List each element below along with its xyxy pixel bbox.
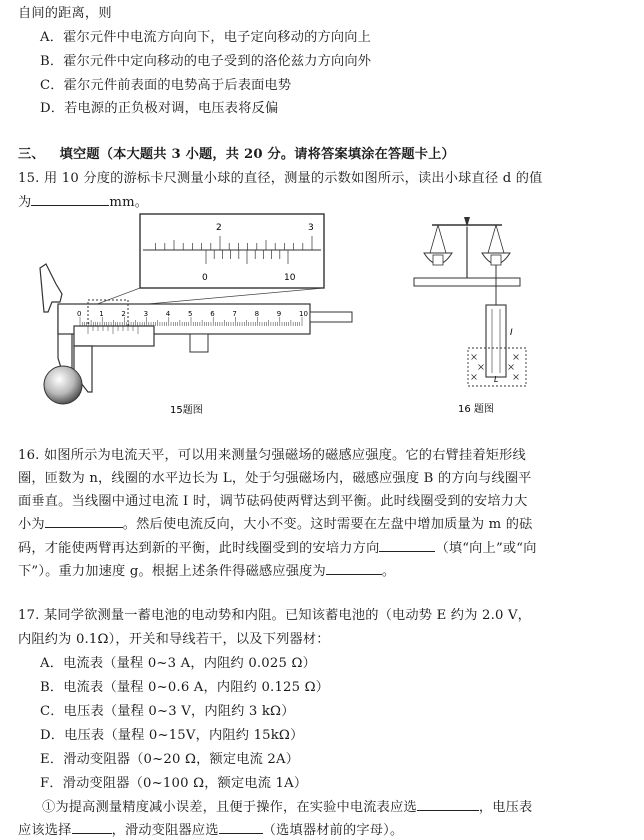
zoom-box — [140, 214, 324, 288]
q17-option-d: D．电压表（量程 0~15V，内阻约 15kΩ） — [40, 728, 304, 743]
main-scale-label: 10 — [299, 310, 308, 318]
q15-text-pre: 为 — [18, 195, 32, 210]
fig16-caption: 16 题图 — [458, 404, 494, 415]
q17-option-b: B．电流表（量程 0~0.6 A，内阻约 0.125 Ω） — [40, 680, 330, 695]
option-d: D．若电源的正负极对调，电压表将反偏 — [40, 101, 279, 116]
q16-line5 — [18, 537, 537, 556]
q16-line4 — [18, 513, 533, 532]
coil-length-label: L — [494, 375, 499, 384]
ball — [44, 366, 82, 404]
question-fragment: 自间的距离，则 — [18, 6, 112, 21]
zoom-main-label-3: 3 — [308, 223, 314, 233]
q15-text-post: mm。 — [109, 195, 149, 210]
option-c: C．霍尔元件前表面的电势高于后表面电势 — [40, 78, 292, 93]
q17-blank-rheostat[interactable] — [219, 821, 263, 834]
main-scale-label: 6 — [210, 310, 215, 318]
q17-option-e: E．滑动变阻器（0~20 Ω，额定电流 2A） — [40, 752, 300, 767]
main-scale-label: 9 — [276, 310, 282, 318]
q17-line2: 内阻约为 0.1Ω），开关和导线若干，以及下列器材： — [18, 632, 330, 647]
q16-l5-post: （填“向上”或“向 — [435, 541, 537, 556]
q17-sub2-a: 应该选择 — [18, 823, 72, 838]
depth-rod — [310, 312, 352, 322]
vernier-slider — [74, 326, 154, 346]
balance-base — [414, 278, 520, 286]
zoom-vernier-label-10: 10 — [284, 273, 296, 283]
thumb-screw — [190, 334, 208, 352]
zoom-vernier-label-0: 0 — [202, 273, 208, 283]
q17-option-c: C．电压表（量程 0~3 V，内阻约 3 kΩ） — [40, 704, 295, 719]
q15-line1: 15. 用 10 分度的游标卡尺测量小球的直径，测量的示数如图所示，读出小球直径 d 的值 — [18, 171, 543, 186]
q16-line2: 圈，匝数为 n，线圈的水平边长为 L，处于匀强磁场内，磁感应强度 B 的方向与线圈平 — [18, 471, 532, 486]
main-scale-label: 5 — [188, 310, 193, 318]
q16-l5-pre: 码，才能使两臂再达到新的平衡，此时线圈受到的安培力方向 — [18, 541, 380, 556]
q16-l4-pre: 小为 — [18, 517, 45, 532]
section-title: 填空题（本大题共 3 小题，共 20 分。请将答案填涂在答题卡上） — [59, 147, 455, 162]
q17-sub1-pre: ①为提高测量精度减小误差，且便于操作，在实验中电流表应选 — [42, 800, 417, 815]
q17-option-a: A．电流表（量程 0~3 A，内阻约 0.025 Ω） — [40, 656, 316, 671]
q17-line1: 17. 某同学欲测量一蓄电池的电动势和内阻。已知该蓄电池的（电动势 E 约为 2.0 V， — [18, 608, 532, 623]
q16-blank-field[interactable] — [326, 562, 382, 575]
option-a: A．霍尔元件中电流方向向下，电子定向移动的方向向上 — [40, 30, 372, 45]
main-scale-label: 8 — [254, 310, 260, 318]
q17-blank-voltmeter[interactable] — [72, 821, 112, 834]
q17-blank-ammeter[interactable] — [417, 798, 479, 811]
main-scale-label: 0 — [77, 310, 82, 318]
current-label: I — [510, 328, 513, 338]
main-scale-label: 2 — [121, 310, 126, 318]
caliper-figure — [30, 208, 360, 420]
main-scale-label: 7 — [232, 310, 237, 318]
q17-sub2-c: （选填器材前的字母）。 — [262, 823, 404, 838]
current-balance-figure — [402, 205, 542, 420]
q15-answer-blank[interactable] — [31, 193, 109, 206]
q16-line6 — [18, 560, 395, 579]
q17-sub1 — [42, 796, 532, 815]
q16-line1: 16. 如图所示为电流天平，可以用来测量匀强磁场的磁感应强度。它的右臂挂着矩形线 — [18, 448, 526, 463]
fig15-caption: 15题图 — [170, 405, 203, 416]
q16-l4-post: 。然后使电流反向，大小不变。这时需要在左盘中增加质量为 m 的砝 — [122, 517, 533, 532]
zoom-main-label-2: 2 — [216, 223, 222, 233]
q17-sub2-b: ，滑动变阻器应选 — [111, 823, 219, 838]
section-number: 三、 — [18, 147, 45, 162]
option-b: B．霍尔元件中定向移动的电子受到的洛伦兹力方向向外 — [40, 54, 372, 69]
q16-l6-pre: 下”）。重力加速度 g。根据上述条件得磁感应强度为 — [18, 564, 326, 579]
right-weight — [491, 255, 501, 265]
q17-sub1-post: ，电压表 — [478, 800, 533, 815]
q17-option-f: F．滑动变阻器（0~100 Ω，额定电流 1A） — [40, 776, 308, 791]
q17-sub2 — [18, 819, 403, 838]
coil — [486, 305, 506, 377]
left-weight — [433, 255, 443, 265]
main-scale-label: 4 — [165, 310, 171, 318]
q16-blank-force[interactable] — [45, 515, 123, 528]
q16-blank-direction[interactable] — [379, 539, 435, 552]
q16-l6-post: 。 — [381, 564, 396, 579]
main-scale-label: 3 — [143, 310, 149, 318]
q16-line3: 面垂直。当线圈中通过电流 I 时，调节砝码使两臂达到平衡。此时线圈受到的安培力大 — [18, 494, 528, 509]
section-heading — [18, 143, 455, 162]
main-scale-label: 1 — [99, 310, 104, 318]
